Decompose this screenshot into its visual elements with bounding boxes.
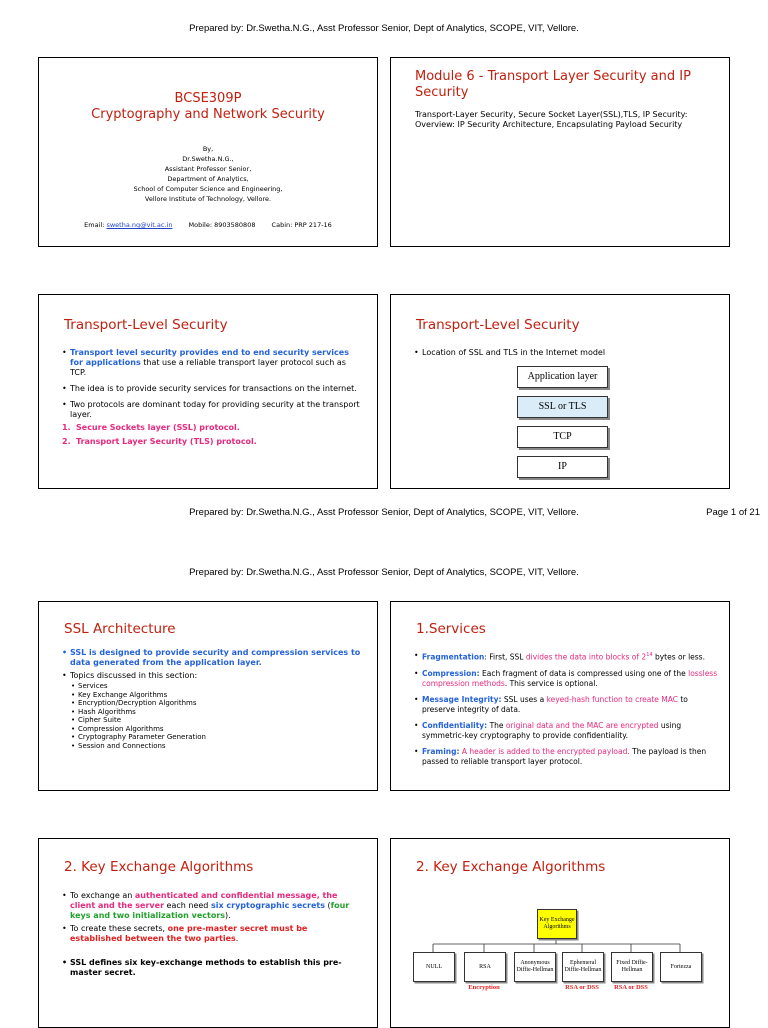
slide-key-exchange-2 <box>390 838 730 1028</box>
slide-ssl-architecture <box>38 601 378 791</box>
bullet-framing: • Framing: A header is added to the encrypted payload. The payload is then passed to reliable transport layer protocol. <box>414 747 719 766</box>
email-label: Email: <box>84 221 105 229</box>
bullet: • To create these secrets, one pre-master secret must be established between the two parties. <box>62 924 362 944</box>
topic-item: • Encryption/Decryption Algorithms <box>62 699 362 708</box>
slide-title-text: SSL Architecture <box>64 621 176 637</box>
designation: Assistant Professor Senior, <box>164 165 252 173</box>
slide-transport-level-security <box>38 294 378 489</box>
department: Department of Analytics, <box>167 175 249 183</box>
bullet-compression: • Compression: Each fragment of data is compressed using one of the lossless compression methods. This service is optional. <box>414 669 719 688</box>
slide-services <box>390 601 730 791</box>
course-code: BCSE309P <box>174 91 242 106</box>
bullet: • SSL defines six key-exchange methods to establish this pre-master secret. <box>62 958 362 978</box>
bullet-message-integrity: • Message Integrity: SSL uses a keyed-hash function to create MAC to preserve integrity of data. <box>414 695 719 714</box>
bullet: • Topics discussed in this section: <box>62 671 362 681</box>
kx-anonymous-dh: Anonymous Diffie-Hellman <box>514 952 556 982</box>
slide-title-text: Transport-Level Security <box>64 317 228 333</box>
email-link[interactable]: swetha.ng@vit.ac.in <box>106 221 173 229</box>
kx-fixed-dh: Fixed Diffie-Hellman <box>611 952 653 982</box>
topic-item: • Compression Algorithms <box>62 725 362 734</box>
slide-ssl-location <box>390 294 730 489</box>
topic-item: • Session and Connections <box>62 742 362 751</box>
key-exchange-root: Key Exchange Algorithms <box>537 909 577 939</box>
slide-title-text: Transport-Level Security <box>416 317 580 333</box>
module-description: Transport-Layer Security, Secure Socket Layer(SSL),TLS, IP Security: Overview: IP Security Architecture, Encapsulating Payload Security <box>415 110 688 129</box>
bullet: • Location of SSL and TLS in the Internet model <box>414 348 714 358</box>
page-number: Page 1 of 21 <box>706 507 760 518</box>
kx-null: NULL <box>413 952 455 982</box>
contact-line <box>39 221 377 229</box>
school: School of Computer Science and Engineering, <box>133 185 283 193</box>
numbered-item: 2. Transport Layer Security (TLS) protocol. <box>62 437 257 446</box>
topic-item: • Hash Algorithms <box>62 708 362 717</box>
page-header: Prepared by: Dr.Swetha.N.G., Asst Professor Senior, Dept of Analytics, SCOPE, VIT, Vellore. <box>189 23 579 34</box>
bullet-confidentiality: • Confidentiality: The original data and the MAC are encrypted using symmetric-key cryptography to provide confidentiality. <box>414 721 719 740</box>
bullet: • Two protocols are dominant today for providing security at the transport layer. <box>62 400 362 420</box>
label-rsa-or-dss: RSA or DSS <box>565 984 599 991</box>
kx-rsa: RSA <box>464 952 506 982</box>
course-title: Cryptography and Network Security <box>91 107 325 122</box>
institute: Vellore Institute of Technology, Vellore. <box>144 195 272 203</box>
slide-key-exchange-1 <box>38 838 378 1028</box>
layer-application: Application layer <box>517 366 608 388</box>
numbered-item: 1. Secure Sockets layer (SSL) protocol. <box>62 423 240 432</box>
topic-item: • Cipher Suite <box>62 716 362 725</box>
by-label: By, <box>202 145 214 153</box>
layer-tcp: TCP <box>517 426 608 448</box>
slide-title-text: 1.Services <box>416 621 486 637</box>
label-rsa-or-dss: RSA or DSS <box>614 984 648 991</box>
bullet: • The idea is to provide security services for transactions on the internet. <box>62 384 362 394</box>
page-footer: Prepared by: Dr.Swetha.N.G., Asst Professor Senior, Dept of Analytics, SCOPE, VIT, Vellore. <box>189 507 579 518</box>
slide-module <box>390 57 730 247</box>
cabin: Cabin: PRP 217-16 <box>271 221 332 229</box>
bullet: • Transport level security provides end to end security services for applications that use a reliable transport layer protocol such as TCP. <box>62 348 362 378</box>
mobile: Mobile: 8903580808 <box>188 221 256 229</box>
topic-item: • Services <box>62 682 362 691</box>
author-name: Dr.Swetha.N.G., <box>182 155 234 163</box>
slide-title-text: Module 6 - Transport Layer Security and IP Security <box>415 69 691 100</box>
slide-title <box>38 57 378 247</box>
bullet: • To exchange an authenticated and confidential message, the client and the server each need six cryptographic secrets (four keys and two initialization vectors). <box>62 891 362 921</box>
topic-item: • Key Exchange Algorithms <box>62 691 362 700</box>
layer-ip: IP <box>517 456 608 478</box>
label-encryption: Encryption <box>468 984 500 991</box>
kx-fortezza: Fortezza <box>660 952 702 982</box>
layer-ssl-tls: SSL or TLS <box>517 396 608 418</box>
slide-title-text: 2. Key Exchange Algorithms <box>64 859 254 875</box>
bullet: • SSL is designed to provide security and compression services to data generated from the application layer. <box>62 648 362 668</box>
slide-title-text: 2. Key Exchange Algorithms <box>416 859 606 875</box>
kx-ephemeral-dh: Ephemeral Diffie-Hellman <box>562 952 604 982</box>
topic-item: • Cryptography Parameter Generation <box>62 733 362 742</box>
bullet-fragmentation: • Fragmentation: First, SSL divides the data into blocks of $2^{14}$ bytes or less. <box>414 651 719 662</box>
page-header-2: Prepared by: Dr.Swetha.N.G., Asst Professor Senior, Dept of Analytics, SCOPE, VIT, Vellore. <box>189 567 579 578</box>
